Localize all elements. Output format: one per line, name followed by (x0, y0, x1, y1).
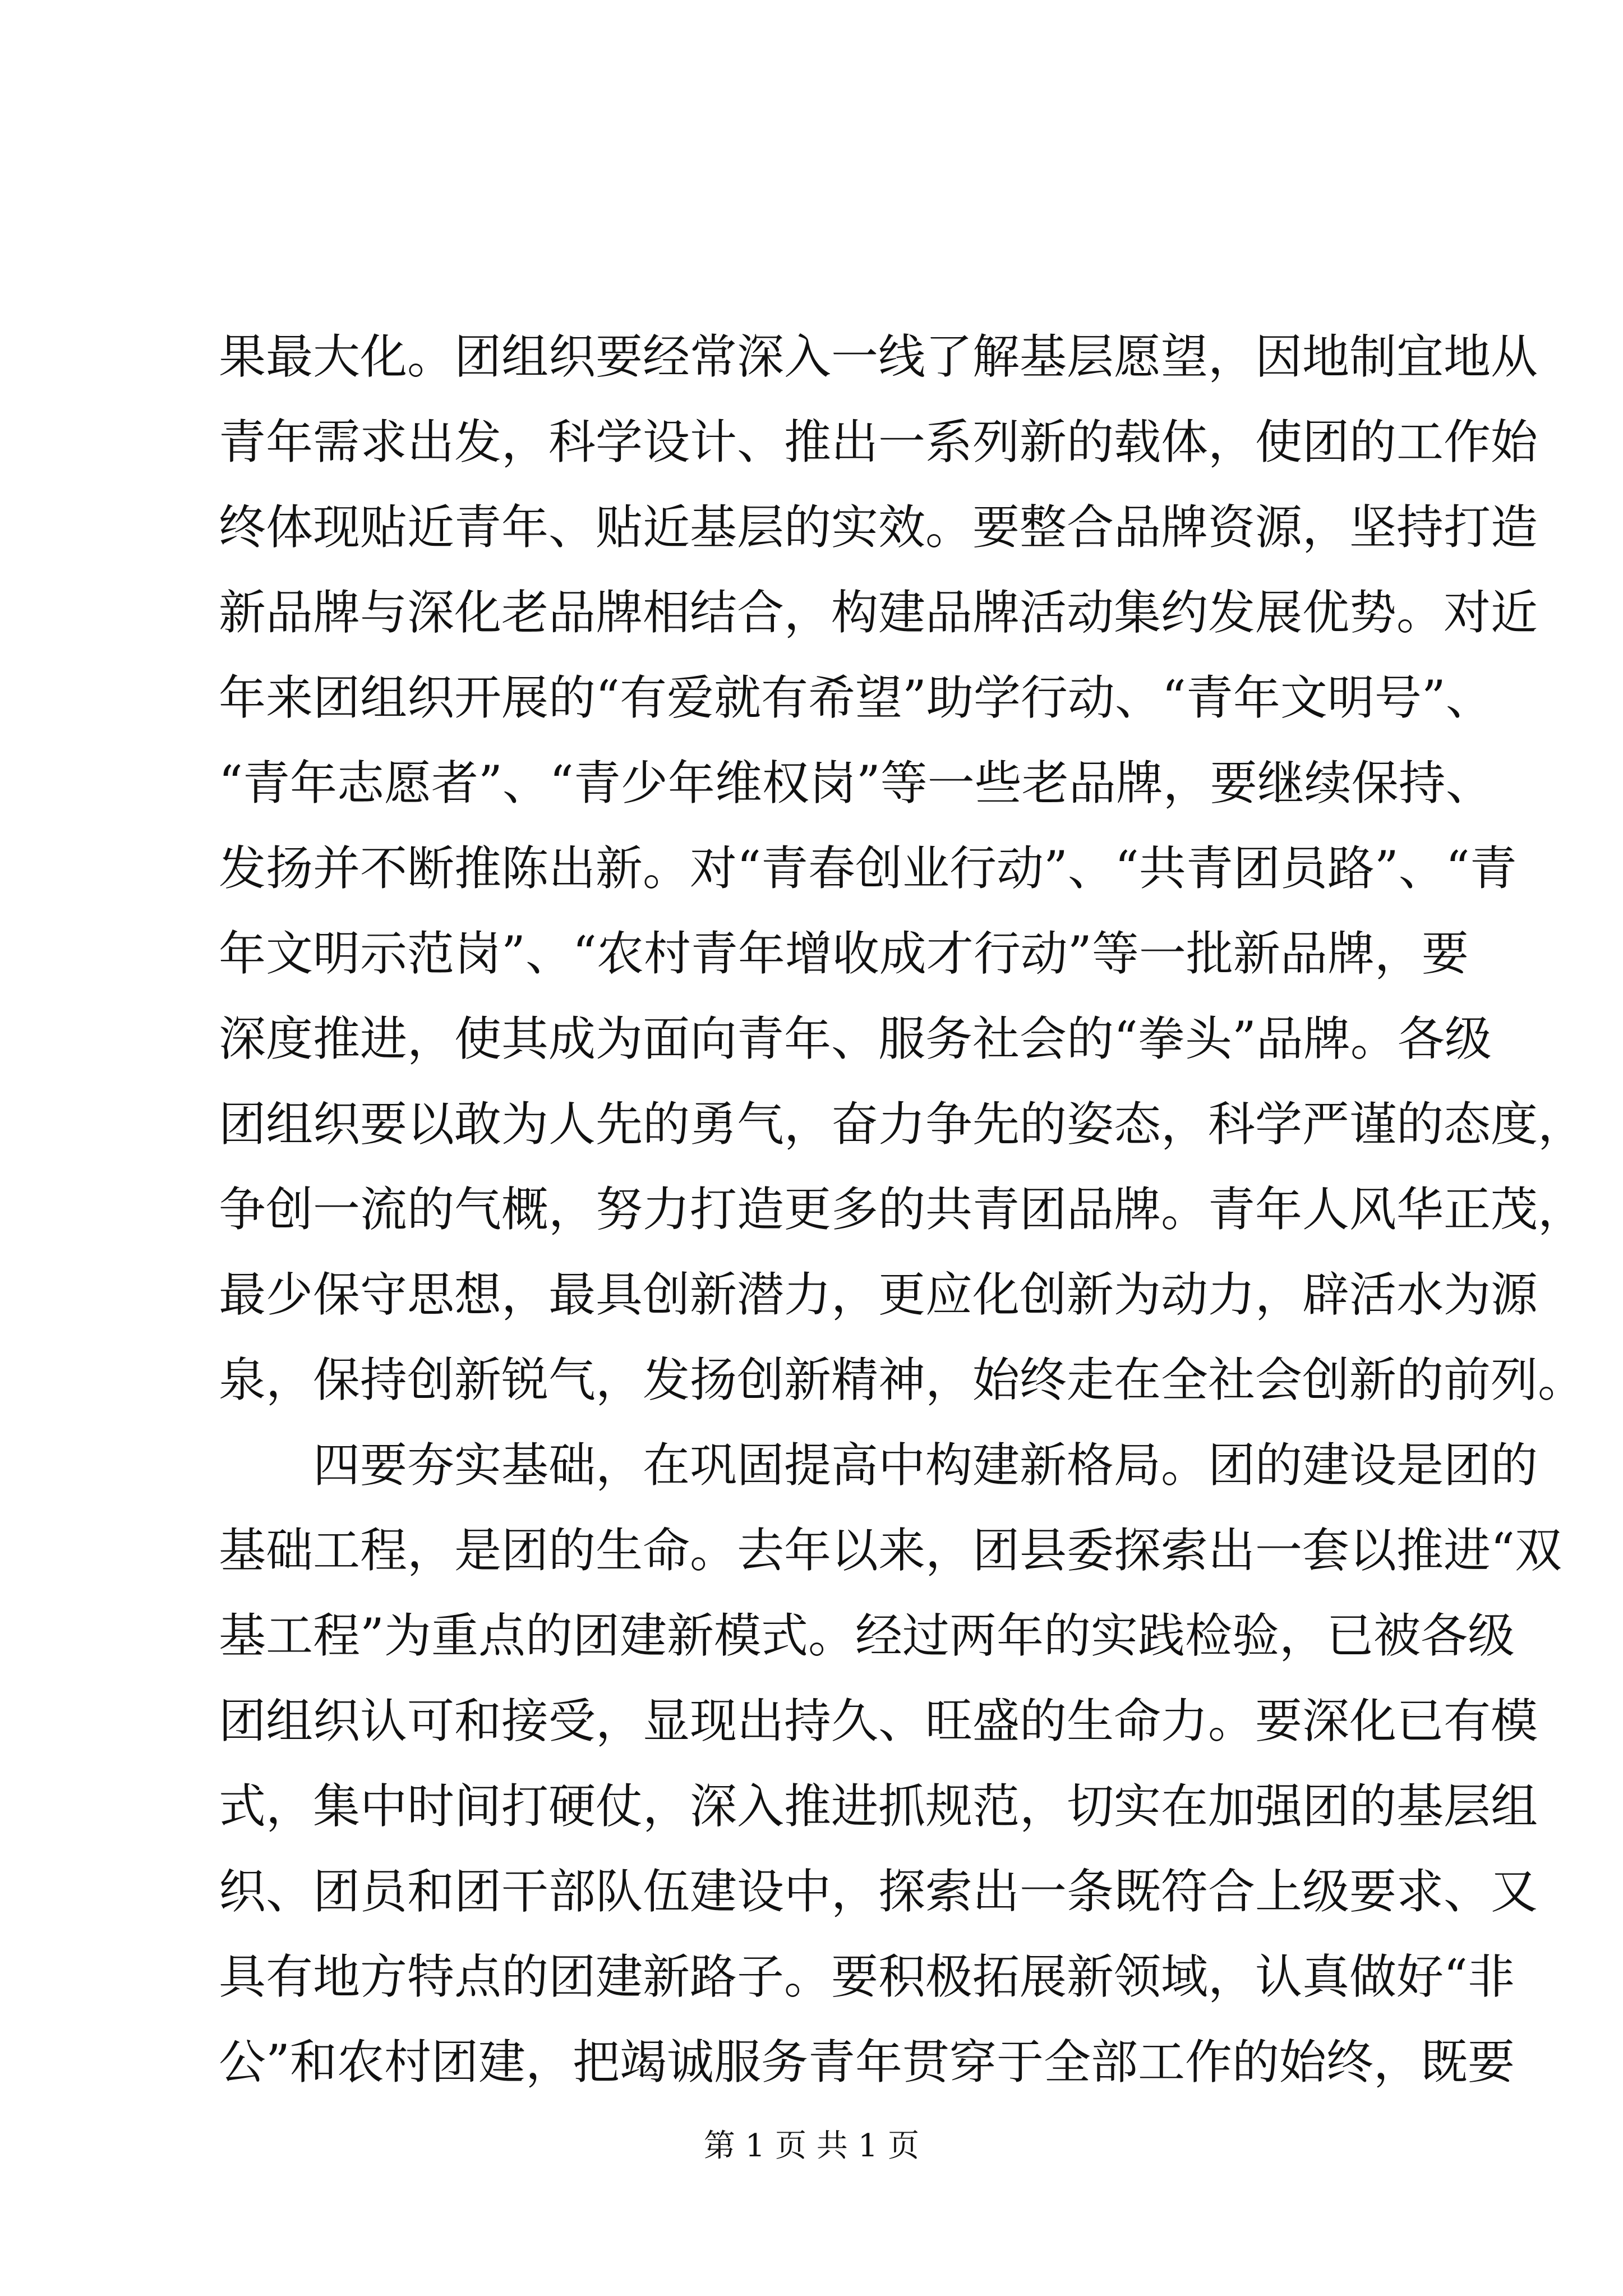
text-line: 最少保守思想，最具创新潜力，更应化创新为动力，辟活水为源 (219, 1267, 1538, 1322)
text-line: 年文明示范岗”、“农村青年增收成才行动”等一批新品牌，要 (219, 926, 1469, 981)
text-line: 团组织要以敢为人先的勇气，奋力争先的姿态，科学严谨的态度， (219, 1097, 1585, 1152)
text-line: 具有地方特点的团建新路子。要积极拓展新领域，认真做好“非 (219, 1949, 1515, 2004)
text-line: 式，集中时间打硬仗，深入推进抓规范，切实在加强团的基层组 (219, 1779, 1538, 1834)
text-line: 新品牌与深化老品牌相结合，构建品牌活动集约发展优势。对近 (219, 585, 1538, 640)
text-line: 年来团组织开展的“有爱就有希望”助学行动、“青年文明号”、 (219, 670, 1493, 725)
text-line: 泉，保持创新锐气，发扬创新精神，始终走在全社会创新的前列。 (219, 1352, 1585, 1407)
page-footer: 第 1 页 共 1 页 (703, 2128, 920, 2164)
text-line: 基工程”为重点的团建新模式。经过两年的实践检验，已被各级 (219, 1608, 1515, 1663)
text-line: 公”和农村团建，把竭诚服务青年贯穿于全部工作的始终，既要 (219, 2035, 1515, 2090)
text-line: 青年需求出发，科学设计、推出一系列新的载体，使团的工作始 (219, 415, 1538, 470)
text-line: 基础工程，是团的生命。去年以来，团县委探索出一套以推进“双 (219, 1523, 1562, 1578)
text-line: 争创一流的气概，努力打造更多的共青团品牌。青年人风华正茂， (219, 1182, 1585, 1237)
text-line: 发扬并不断推陈出新。对“青春创业行动”、“共青团员路”、“青 (219, 841, 1517, 896)
paragraph-first-line: 四要夯实基础，在巩固提高中构建新格局。团的建设是团的 (313, 1438, 1538, 1493)
text-line: 深度推进，使其成为面向青年、服务社会的“拳头”品牌。各级 (219, 1011, 1492, 1066)
text-line: 果最大化。团组织要经常深入一线了解基层愿望，因地制宜地从 (219, 329, 1538, 384)
text-line: 织、团员和团干部队伍建设中，探索出一条既符合上级要求、又 (219, 1864, 1538, 1919)
body-text (219, 314, 1585, 2105)
text-line: “青年志愿者”、“青少年维权岗”等一些老品牌，要继续保持、 (219, 756, 1493, 811)
text-line: 终体现贴近青年、贴近基层的实效。要整合品牌资源，坚持打造 (219, 500, 1538, 555)
text-line: 团组织认可和接受，显现出持久、旺盛的生命力。要深化已有模 (219, 1694, 1538, 1749)
